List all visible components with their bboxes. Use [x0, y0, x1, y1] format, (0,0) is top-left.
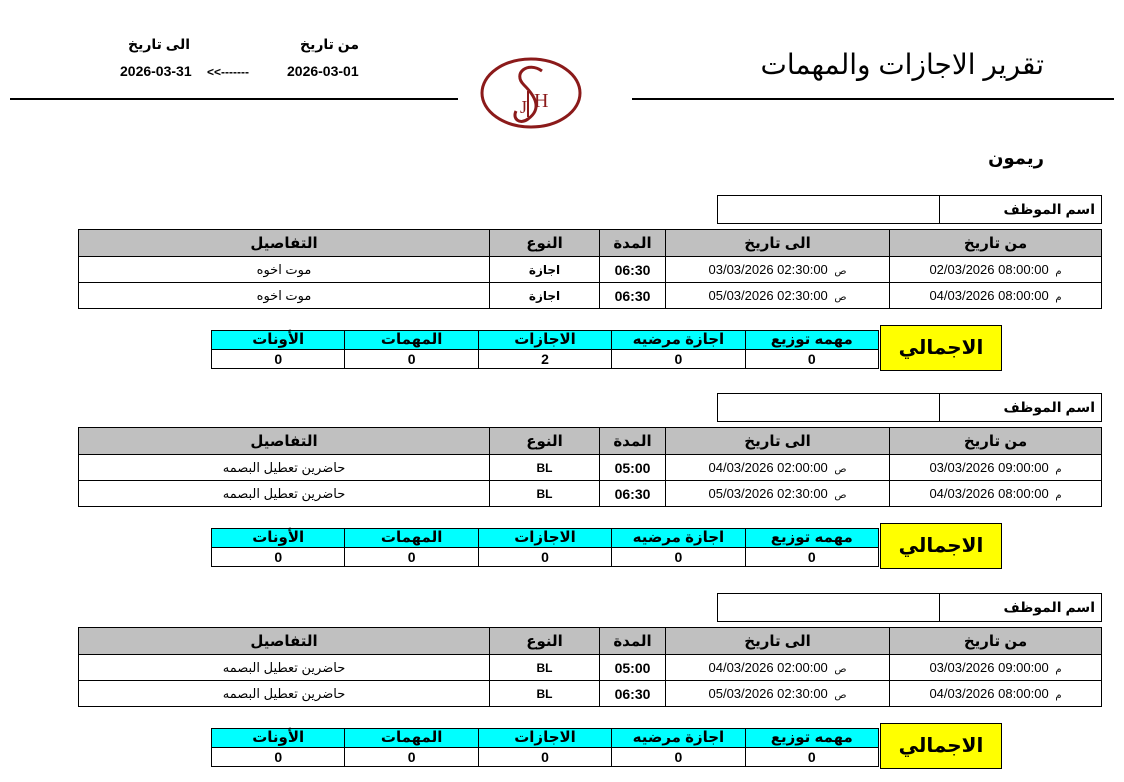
- total-label: الاجمالي: [880, 325, 1002, 371]
- col-type: النوع: [490, 230, 600, 257]
- sum-value: 0: [212, 548, 345, 567]
- summary-value-row: [212, 548, 879, 567]
- employee-name-label: اسم الموظف: [939, 594, 1101, 621]
- total-label: الاجمالي: [880, 523, 1002, 569]
- table-row: [79, 455, 1102, 481]
- employee-name-box: [717, 195, 1102, 224]
- col-details: التفاصيل: [79, 230, 490, 257]
- sum-value: 0: [478, 748, 611, 767]
- report-title: تقرير الاجازات والمهمات: [760, 49, 1044, 80]
- employee-name-label: اسم الموظف: [939, 394, 1101, 421]
- cell-from: 03/03/2026 09:00:00 م: [890, 655, 1102, 681]
- employee-name-value: [718, 594, 939, 621]
- cell-from: 02/03/2026 08:00:00 م: [890, 257, 1102, 283]
- sum-header: الأونات: [212, 729, 345, 748]
- sum-value: 0: [478, 548, 611, 567]
- svg-text:H: H: [534, 90, 549, 112]
- table-header-row: [79, 230, 1102, 257]
- col-to: الى تاريخ: [666, 628, 890, 655]
- sum-value: 0: [612, 748, 745, 767]
- col-details: التفاصيل: [79, 628, 490, 655]
- to-date-value: 2026-03-31: [120, 63, 192, 79]
- sum-header: الاجازات: [478, 529, 611, 548]
- col-duration: المدة: [600, 628, 666, 655]
- col-duration: المدة: [600, 428, 666, 455]
- cell-type: BL: [490, 481, 600, 507]
- employee-name-box: [717, 593, 1102, 622]
- from-date-value: 2026-03-01: [287, 63, 359, 79]
- cell-to: 05/03/2026 02:30:00 ص: [666, 481, 890, 507]
- cell-details: حاضرين تعطيل البصمه: [79, 455, 490, 481]
- total-label: الاجمالي: [880, 723, 1002, 769]
- cell-to: 04/03/2026 02:00:00 ص: [666, 655, 890, 681]
- employee-name: ريمون: [988, 148, 1044, 168]
- employee-name-value: [718, 394, 939, 421]
- employee-name-box: [717, 393, 1102, 422]
- cell-to: 03/03/2026 02:30:00 ص: [666, 257, 890, 283]
- to-date-label: الى تاريخ: [128, 36, 191, 52]
- summary-header-row: [212, 331, 879, 350]
- details-table: [78, 229, 1102, 309]
- sum-header: المهمات: [345, 729, 478, 748]
- sum-header: مهمه توزيع: [745, 729, 878, 748]
- summary-table: [211, 728, 879, 767]
- cell-details: موت اخوه: [79, 283, 490, 309]
- cell-details: موت اخوه: [79, 257, 490, 283]
- cell-duration: 06:30: [600, 481, 666, 507]
- details-table: [78, 627, 1102, 707]
- svg-text:J: J: [520, 97, 528, 117]
- sum-header: اجازة مرضيه: [612, 331, 745, 350]
- cell-duration: 05:00: [600, 655, 666, 681]
- table-header-row: [79, 428, 1102, 455]
- cell-to: 05/03/2026 02:30:00 ص: [666, 681, 890, 707]
- cell-from: 04/03/2026 08:00:00 م: [890, 283, 1102, 309]
- summary-value-row: [212, 748, 879, 767]
- cell-duration: 05:00: [600, 455, 666, 481]
- col-from: من تاريخ: [890, 628, 1102, 655]
- summary-table: [211, 330, 879, 369]
- cell-from: 04/03/2026 08:00:00 م: [890, 481, 1102, 507]
- employee-name-value: [718, 196, 939, 223]
- date-arrow: <<-------: [207, 65, 249, 79]
- employee-name-label: اسم الموظف: [939, 196, 1101, 223]
- cell-duration: 06:30: [600, 283, 666, 309]
- sum-header: المهمات: [345, 529, 478, 548]
- sum-header: اجازة مرضيه: [612, 729, 745, 748]
- sum-value: 0: [745, 350, 878, 369]
- sum-value: 0: [212, 748, 345, 767]
- col-type: النوع: [490, 628, 600, 655]
- cell-details: حاضرين تعطيل البصمه: [79, 681, 490, 707]
- sum-value: 2: [478, 350, 611, 369]
- sum-value: 0: [745, 748, 878, 767]
- col-to: الى تاريخ: [666, 230, 890, 257]
- sum-value: 0: [345, 548, 478, 567]
- sum-value: 0: [345, 350, 478, 369]
- col-from: من تاريخ: [890, 428, 1102, 455]
- cell-details: حاضرين تعطيل البصمه: [79, 655, 490, 681]
- cell-details: حاضرين تعطيل البصمه: [79, 481, 490, 507]
- sum-value: 0: [745, 548, 878, 567]
- col-to: الى تاريخ: [666, 428, 890, 455]
- cell-from: 04/03/2026 08:00:00 م: [890, 681, 1102, 707]
- cell-type: BL: [490, 455, 600, 481]
- col-duration: المدة: [600, 230, 666, 257]
- cell-to: 04/03/2026 02:00:00 ص: [666, 455, 890, 481]
- details-table: [78, 427, 1102, 507]
- cell-duration: 06:30: [600, 681, 666, 707]
- header-rule-right: [632, 98, 1114, 100]
- sum-header: الاجازات: [478, 331, 611, 350]
- header-rule-left: [10, 98, 458, 100]
- col-type: النوع: [490, 428, 600, 455]
- sum-header: الأونات: [212, 331, 345, 350]
- sum-header: المهمات: [345, 331, 478, 350]
- summary-table: [211, 528, 879, 567]
- summary-header-row: [212, 729, 879, 748]
- cell-type: BL: [490, 681, 600, 707]
- company-logo-icon: [476, 55, 586, 131]
- table-row: [79, 481, 1102, 507]
- from-date-label: من تاريخ: [300, 36, 360, 52]
- table-row: [79, 681, 1102, 707]
- sum-header: الاجازات: [478, 729, 611, 748]
- table-row: [79, 655, 1102, 681]
- sum-header: مهمه توزيع: [745, 331, 878, 350]
- cell-from: 03/03/2026 09:00:00 م: [890, 455, 1102, 481]
- sum-header: اجازة مرضيه: [612, 529, 745, 548]
- sum-header: الأونات: [212, 529, 345, 548]
- sum-header: مهمه توزيع: [745, 529, 878, 548]
- sum-value: 0: [345, 748, 478, 767]
- cell-type: BL: [490, 655, 600, 681]
- sum-value: 0: [612, 350, 745, 369]
- cell-type: اجازة: [490, 283, 600, 309]
- sum-value: 0: [212, 350, 345, 369]
- table-header-row: [79, 628, 1102, 655]
- summary-header-row: [212, 529, 879, 548]
- cell-to: 05/03/2026 02:30:00 ص: [666, 283, 890, 309]
- table-row: [79, 257, 1102, 283]
- table-row: [79, 283, 1102, 309]
- cell-duration: 06:30: [600, 257, 666, 283]
- col-from: من تاريخ: [890, 230, 1102, 257]
- summary-value-row: [212, 350, 879, 369]
- sum-value: 0: [612, 548, 745, 567]
- cell-type: اجازة: [490, 257, 600, 283]
- col-details: التفاصيل: [79, 428, 490, 455]
